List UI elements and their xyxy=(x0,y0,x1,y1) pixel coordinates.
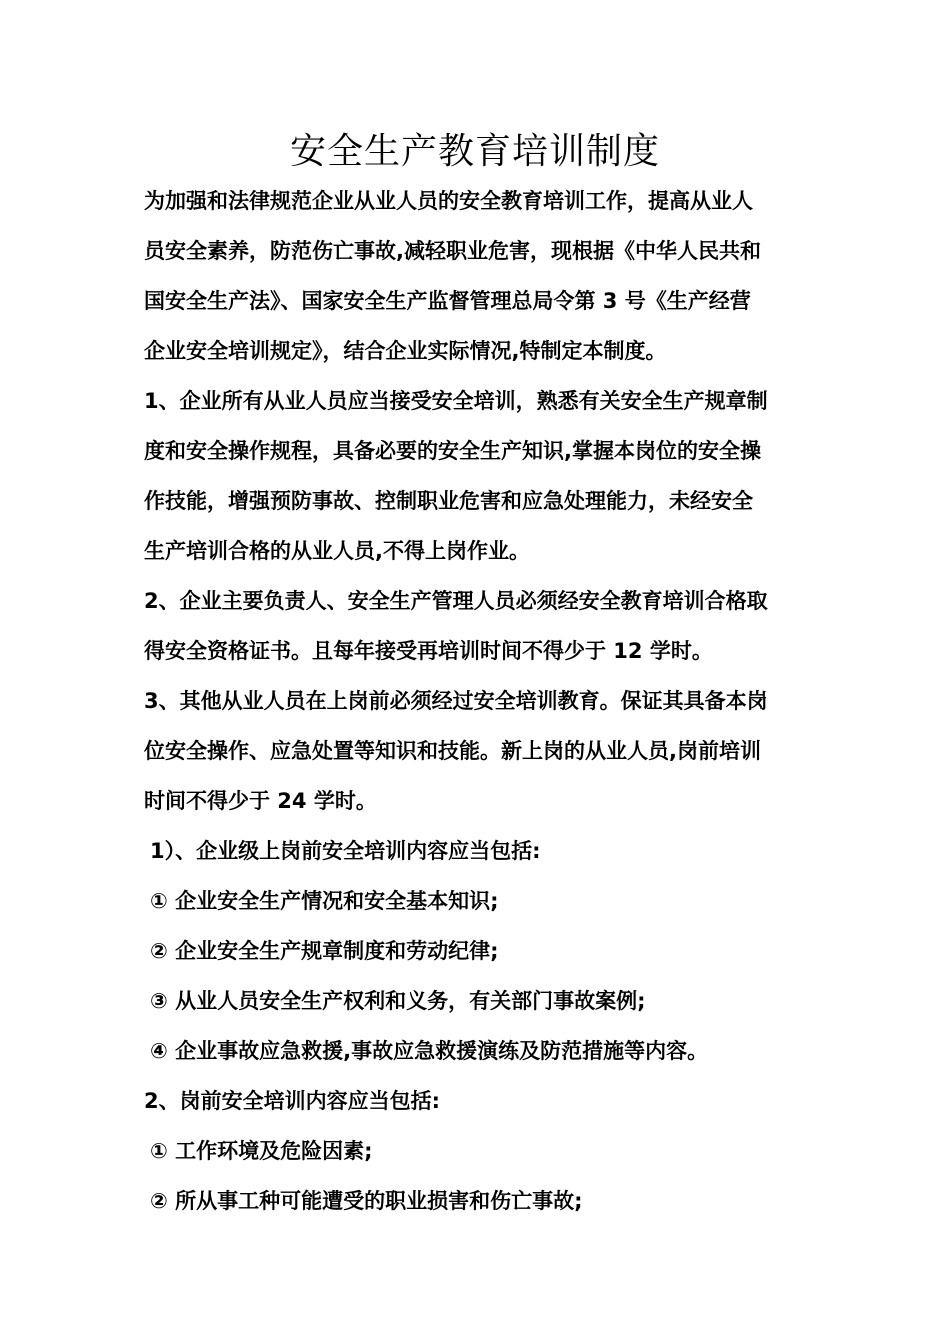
list-item: ③ 从业人员安全生产权利和义务，有关部门事故案例; xyxy=(150,989,646,1013)
paragraph-line: 作技能，增强预防事故、控制职业危害和应急处理能力，未经安全 xyxy=(144,489,753,513)
paragraph-line: 得安全资格证书。且每年接受再培训时间不得少于 12 学时。 xyxy=(144,639,713,663)
paragraph-line: 2、企业主要负责人、安全生产管理人员必须经安全教育培训合格取 xyxy=(144,589,768,613)
document-title: 安全生产教育培训制度 xyxy=(289,131,660,172)
subsection-heading: 1）、企业级上岗前安全培训内容应当包括: xyxy=(150,839,541,863)
list-item: ① 企业安全生产情况和安全基本知识; xyxy=(150,889,499,913)
paragraph-line: 企业安全培训规定》，结合企业实际情况,特制定本制度。 xyxy=(144,339,667,363)
paragraph-line: 生产培训合格的从业人员,不得上岗作业。 xyxy=(144,539,530,563)
paragraph-line: 为加强和法律规范企业从业人员的安全教育培训工作，提高从业人 xyxy=(144,189,753,213)
paragraph-line: 度和安全操作规程，具备必要的安全生产知识,掌握本岗位的安全操 xyxy=(144,439,761,463)
section-heading: 2、岗前安全培训内容应当包括: xyxy=(144,1089,441,1113)
list-item: ② 所从事工种可能遭受的职业损害和伤亡事故; xyxy=(150,1189,583,1213)
paragraph-line: 员安全素养，防范伤亡事故,减轻职业危害，现根据《中华人民共和 xyxy=(144,239,761,263)
paragraph-line: 时间不得少于 24 学时。 xyxy=(144,789,377,813)
paragraph-line: 国安全生产法》、国家安全生产监督管理总局令第 3 号《生产经营 xyxy=(144,289,751,313)
list-item: ② 企业安全生产规章制度和劳动纪律; xyxy=(150,939,499,963)
paragraph-line: 3、其他从业人员在上岗前必须经过安全培训教育。保证其具备本岗 xyxy=(144,689,768,713)
document-body xyxy=(144,176,814,1226)
paragraph-line: 位安全操作、应急处置等知识和技能。新上岗的从业人员,岗前培训 xyxy=(144,739,761,763)
paragraph-line: 1、企业所有从业人员应当接受安全培训，熟悉有关安全生产规章制 xyxy=(144,389,768,413)
list-item: ① 工作环境及危险因素; xyxy=(150,1139,373,1163)
list-item: ④ 企业事故应急救援,事故应急救援演练及防范措施等内容。 xyxy=(150,1039,709,1063)
